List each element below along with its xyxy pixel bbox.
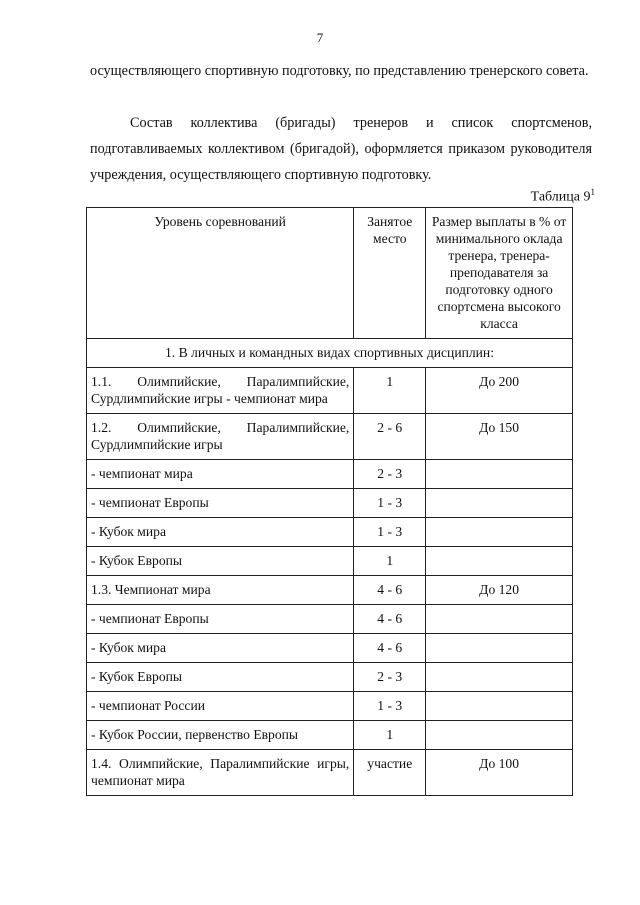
- table-caption: [531, 187, 595, 206]
- cell-level: - чемпионат Европы: [87, 489, 354, 518]
- cell-payment: [426, 663, 573, 692]
- cell-level: - чемпионат России: [87, 692, 354, 721]
- cell-payment: [426, 634, 573, 663]
- cell-level: - Кубок мира: [87, 634, 354, 663]
- header-level: Уровень соревнований: [87, 208, 354, 339]
- cell-payment: До 150: [426, 414, 573, 460]
- table-row: [87, 460, 573, 489]
- cell-payment: [426, 605, 573, 634]
- cell-level: 1.2. Олимпийские, Паралимпийские, Сурдлимпийские игры: [87, 414, 354, 460]
- table-row: [87, 605, 573, 634]
- cell-level: - чемпионат Европы: [87, 605, 354, 634]
- table-row: [87, 721, 573, 750]
- paragraph-1: осуществляющего спортивную подготовку, по представлению тренерского совета.: [90, 63, 589, 79]
- header-place: Занятое место: [354, 208, 426, 339]
- cell-level: - Кубок России, первенство Европы: [87, 721, 354, 750]
- payment-table: [86, 207, 573, 796]
- table-caption-text: Таблица 9: [530, 189, 591, 205]
- cell-place: 4 - 6: [354, 576, 426, 605]
- table-row: [87, 663, 573, 692]
- table-row: [87, 368, 573, 414]
- cell-level: - Кубок Европы: [87, 663, 354, 692]
- cell-payment: До 120: [426, 576, 573, 605]
- cell-payment: [426, 518, 573, 547]
- cell-level: - Кубок Европы: [87, 547, 354, 576]
- cell-place: 1 - 3: [354, 692, 426, 721]
- page-number: 7: [316, 30, 324, 45]
- cell-payment: [426, 692, 573, 721]
- cell-place: 1 - 3: [354, 518, 426, 547]
- table-caption-superscript: 1: [590, 187, 595, 197]
- paragraph-2: Состав коллектива (бригады) тренеров и список спортсменов, подготавливаемых коллективом (бригадой), оформляется приказом руководителя учреждения, осуществляющего спортивную подготовку.: [90, 115, 592, 183]
- cell-place: участие: [354, 750, 426, 796]
- cell-place: 4 - 6: [354, 634, 426, 663]
- table-header-row: [87, 208, 573, 339]
- cell-level: 1.3. Чемпионат мира: [87, 576, 354, 605]
- table-row: [87, 634, 573, 663]
- cell-payment: До 100: [426, 750, 573, 796]
- cell-payment: [426, 460, 573, 489]
- table-row: [87, 576, 573, 605]
- table-row: [87, 414, 573, 460]
- table-row: [87, 547, 573, 576]
- cell-payment: [426, 547, 573, 576]
- cell-place: 2 - 3: [354, 663, 426, 692]
- section-title: 1. В личных и командных видах спортивных дисциплин:: [87, 339, 573, 368]
- table-row: [87, 489, 573, 518]
- table-row: [87, 692, 573, 721]
- cell-level: 1.1. Олимпийские, Паралимпийские, Сурдлимпийские игры - чемпионат мира: [87, 368, 354, 414]
- header-payment: Размер выплаты в % от минимального оклада тренера, тренера-преподавателя за подготовку одного спортсмена высокого класса: [426, 208, 573, 339]
- table-row: [87, 518, 573, 547]
- cell-place: 1 - 3: [354, 489, 426, 518]
- cell-place: 2 - 6: [354, 414, 426, 460]
- cell-payment: [426, 489, 573, 518]
- cell-payment: [426, 721, 573, 750]
- section-row: [87, 339, 573, 368]
- cell-place: 1: [354, 547, 426, 576]
- cell-payment: До 200: [426, 368, 573, 414]
- cell-place: 1: [354, 721, 426, 750]
- cell-level: 1.4. Олимпийские, Паралимпийские игры, чемпионат мира: [87, 750, 354, 796]
- cell-place: 1: [354, 368, 426, 414]
- cell-level: - чемпионат мира: [87, 460, 354, 489]
- table-row: [87, 750, 573, 796]
- cell-place: 2 - 3: [354, 460, 426, 489]
- cell-place: 4 - 6: [354, 605, 426, 634]
- cell-level: - Кубок мира: [87, 518, 354, 547]
